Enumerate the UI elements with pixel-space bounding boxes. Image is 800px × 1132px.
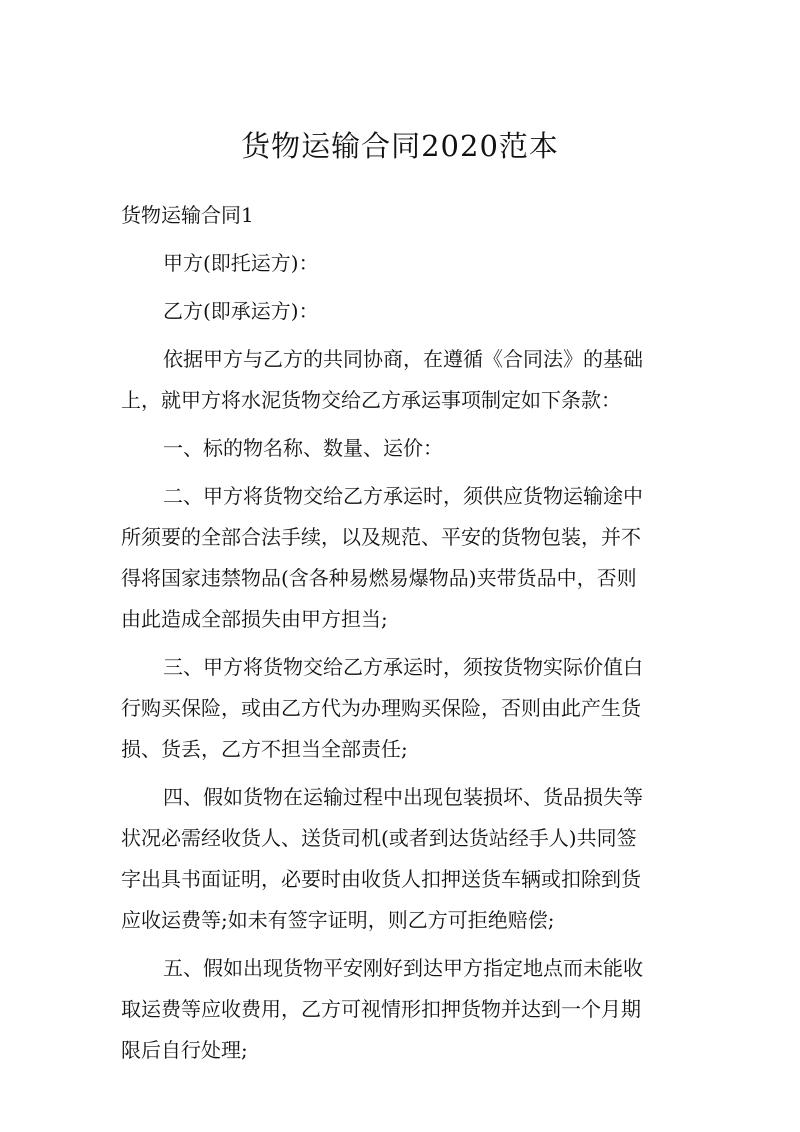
intro-paragraph [121, 339, 689, 421]
spacer [121, 770, 689, 777]
spacer [121, 640, 689, 647]
clause-4 [121, 777, 689, 941]
paragraph-line: 取运费等应收费用，乙方可视情形扣押货物并达到一个月期 [121, 997, 641, 1021]
paragraph-line: 所须要的全部合法手续，以及规范、平安的货物包装，并不 [121, 525, 641, 549]
spacer [121, 284, 689, 291]
clause-1: 一、标的物名称、数量、运价： [163, 436, 443, 460]
paragraph-line: 由此造成全部损失由甲方担当; [121, 607, 388, 631]
party-a-line: 甲方(即托运方)： [163, 251, 319, 275]
spacer [121, 421, 689, 428]
spacer [121, 332, 689, 339]
paragraph-line: 五、假如出现货物平安刚好到达甲方指定地点而未能收 [163, 956, 643, 980]
document-title: 货物运输合同2020范本 [241, 129, 559, 163]
paragraph-line: 字出具书面证明，必要时由收货人扣押送货车辆或扣除到货 [121, 867, 641, 891]
clause-2 [121, 476, 689, 640]
clause-3 [121, 647, 689, 770]
section-heading: 货物运输合同1 [121, 203, 254, 227]
clause-5 [121, 948, 689, 1071]
paragraph-line: 状况必需经收货人、送货司机(或者到达货站经手人)共同签 [121, 826, 637, 850]
paragraph-line: 限后自行处理; [121, 1038, 248, 1062]
paragraph-line: 依据甲方与乙方的共同协商，在遵循《合同法》的基础 [163, 347, 643, 371]
paragraph-line: 二、甲方将货物交给乙方承运时，须供应货物运输途中 [163, 484, 643, 508]
paragraph-line: 应收运费等;如未有签字证明，则乙方可拒绝赔偿; [121, 908, 555, 932]
party-b-line: 乙方(即承运方)： [163, 299, 319, 323]
spacer [121, 469, 689, 476]
spacer [121, 941, 689, 948]
paragraph-line: 损、货丢，乙方不担当全部责任; [121, 737, 408, 761]
paragraph-line: 行购买保险，或由乙方代为办理购买保险，否则由此产生货 [121, 696, 641, 720]
paragraph-line: 上，就甲方将水泥货物交给乙方承运事项制定如下条款： [121, 388, 621, 412]
paragraph-line: 三、甲方将货物交给乙方承运时，须按货物实际价值白 [163, 655, 643, 679]
document-body [121, 195, 689, 1071]
paragraph-line: 得将国家违禁物品(含各种易燃易爆物品)夹带货品中，否则 [121, 566, 637, 590]
spacer [121, 236, 689, 243]
paragraph-line: 四、假如货物在运输过程中出现包装损坏、货品损失等 [163, 785, 643, 809]
